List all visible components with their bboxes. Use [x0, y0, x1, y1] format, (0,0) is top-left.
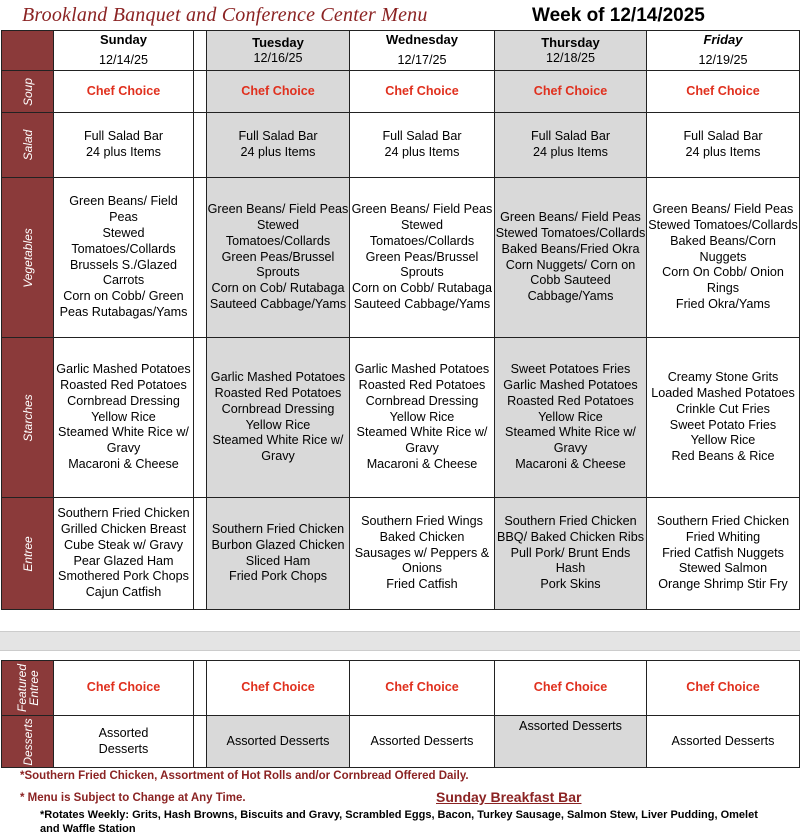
vegetables-cell: Green Beans/ Field Peas Stewed Tomatoes/Collards Baked Beans/Corn Nuggets Corn On Cobb/ Onion Rings Fried Okra/Yams — [647, 178, 800, 338]
featured-cell: Chef Choice — [207, 661, 350, 716]
entree-cell: Southern Fried Chicken Fried Whiting Fried Catfish Nuggets Stewed Salmon Orange Shrimp Stir Fry — [647, 498, 800, 610]
salad-cell: Full Salad Bar 24 plus Items — [495, 113, 647, 178]
featured-dessert-table — [1, 660, 800, 768]
entree-cell: Southern Fried Chicken Burbon Glazed Chicken Sliced Ham Fried Pork Chops — [207, 498, 350, 610]
section-divider — [0, 631, 800, 651]
row-label-desserts: Desserts — [2, 716, 54, 768]
day-header-tuesday — [207, 31, 350, 71]
day-name: Sunday — [100, 32, 147, 48]
starches-cell: Garlic Mashed Potatoes Roasted Red Potatoes Cornbread Dressing Yellow Rice Steamed White Rice w/ Gravy Macaroni & Cheese — [350, 338, 495, 498]
breakfast-bar-title: Sunday Breakfast Bar — [436, 789, 582, 805]
gap-cell — [194, 113, 207, 178]
vegetables-cell: Green Beans/ Field Peas Stewed Tomatoes/Collards Baked Beans/Fried Okra Corn Nuggets/ Corn on Cobb Sauteed Cabbage/Yams — [495, 178, 647, 338]
day-name: Friday — [703, 32, 743, 48]
starches-cell: Garlic Mashed Potatoes Roasted Red Potatoes Cornbread Dressing Yellow Rice Steamed White Rice w/ Gravy — [207, 338, 350, 498]
menu-title: Brookland Banquet and Conference Center Menu — [22, 4, 428, 26]
day-date: 12/16/25 — [253, 50, 303, 65]
gap-cell — [194, 338, 207, 498]
day-header-thursday — [495, 31, 647, 71]
day-header-sunday — [54, 31, 194, 71]
dessert-row — [2, 716, 800, 768]
day-date: 12/17/25 — [397, 53, 447, 67]
entree-row — [2, 498, 800, 610]
soup-cell: Chef Choice — [54, 71, 194, 113]
salad-cell: Full Salad Bar 24 plus Items — [647, 113, 800, 178]
day-name: Thursday — [541, 34, 600, 50]
gap-cell — [194, 498, 207, 610]
week-label: Week of 12/14/2025 — [532, 5, 705, 26]
soup-row — [2, 71, 800, 113]
soup-cell: Chef Choice — [350, 71, 495, 113]
soup-cell: Chef Choice — [495, 71, 647, 113]
day-header-friday — [647, 31, 800, 71]
starches-row — [2, 338, 800, 498]
row-label-starches: Starches — [2, 338, 54, 498]
salad-cell: Full Salad Bar 24 plus Items — [207, 113, 350, 178]
gap-cell — [194, 661, 207, 716]
dessert-cell: Assorted Desserts — [350, 716, 495, 768]
vegetables-cell: Green Beans/ Field Peas Stewed Tomatoes/Collards Brussels S./Glazed Carrots Corn on Cobb/ Green Peas Rutabagas/Yams — [54, 178, 194, 338]
weekly-menu-table — [1, 30, 800, 610]
row-label-vegetables: Vegetables — [2, 178, 54, 338]
starches-cell: Garlic Mashed Potatoes Roasted Red Potatoes Cornbread Dressing Yellow Rice Steamed White Rice w/ Gravy Macaroni & Cheese — [54, 338, 194, 498]
row-label-entree: Entree — [2, 498, 54, 610]
soup-cell: Chef Choice — [647, 71, 800, 113]
starches-cell: Creamy Stone Grits Loaded Mashed Potatoes Crinkle Cut Fries Sweet Potato Fries Yellow Rice Red Beans & Rice — [647, 338, 800, 498]
salad-row — [2, 113, 800, 178]
dessert-cell: Assorted Desserts — [54, 716, 194, 768]
entree-cell: Southern Fried Chicken Grilled Chicken Breast Cube Steak w/ Gravy Pear Glazed Ham Smothered Pork Chops Cajun Catfish — [54, 498, 194, 610]
featured-cell: Chef Choice — [54, 661, 194, 716]
entree-cell: Southern Fried Chicken BBQ/ Baked Chicken Ribs Pull Pork/ Brunt Ends Hash Pork Skins — [495, 498, 647, 610]
featured-cell: Chef Choice — [647, 661, 800, 716]
day-header-wednesday — [350, 31, 495, 71]
salad-cell: Full Salad Bar 24 plus Items — [350, 113, 495, 178]
featured-entree-row — [2, 661, 800, 716]
featured-cell: Chef Choice — [350, 661, 495, 716]
vegetables-cell: Green Beans/ Field Peas Stewed Tomatoes/Collards Green Peas/Brussel Sprouts Corn on Cobb/ Rutabaga Sauteed Cabbage/Yams — [350, 178, 495, 338]
breakfast-rotation-note: *Rotates Weekly: Grits, Hash Browns, Biscuits and Gravy, Scrambled Eggs, Bacon, Turkey Sausage, Salmon Stew, Liver Pudding, Omelet and Waffle Station — [40, 809, 758, 835]
gap-cell — [194, 31, 207, 71]
gap-cell — [194, 71, 207, 113]
day-header-row — [2, 31, 800, 71]
soup-cell: Chef Choice — [207, 71, 350, 113]
dessert-cell: Assorted Desserts — [207, 716, 350, 768]
day-date: 12/18/25 — [545, 50, 596, 65]
vegetables-row — [2, 178, 800, 338]
day-date: 12/19/25 — [698, 53, 748, 67]
row-label-featured-entree: Featured Entree — [2, 661, 54, 716]
daily-offer-note: *Southern Fried Chicken, Assortment of Hot Rolls and/or Cornbread Offered Daily. — [20, 770, 469, 782]
dessert-cell: Assorted Desserts — [647, 716, 800, 768]
salad-cell: Full Salad Bar 24 plus Items — [54, 113, 194, 178]
change-notice: * Menu is Subject to Change at Any Time. — [20, 792, 246, 804]
row-label-soup: Soup — [2, 71, 54, 113]
featured-cell: Chef Choice — [495, 661, 647, 716]
gap-cell — [194, 178, 207, 338]
row-label-salad: Salad — [2, 113, 54, 178]
gap-cell — [194, 716, 207, 768]
corner-cell — [2, 31, 54, 71]
day-name: Tuesday — [252, 34, 304, 50]
starches-cell: Sweet Potatoes Fries Garlic Mashed Potatoes Roasted Red Potatoes Yellow Rice Steamed White Rice w/ Gravy Macaroni & Cheese — [495, 338, 647, 498]
entree-cell: Southern Fried Wings Baked Chicken Sausages w/ Peppers & Onions Fried Catfish — [350, 498, 495, 610]
day-name: Wednesday — [385, 32, 458, 48]
day-date: 12/14/25 — [98, 53, 149, 67]
vegetables-cell: Green Beans/ Field Peas Stewed Tomatoes/Collards Green Peas/Brussel Sprouts Corn on Cob/ Rutabaga Sauteed Cabbage/Yams — [207, 178, 350, 338]
dessert-cell: Assorted Desserts — [495, 716, 647, 768]
